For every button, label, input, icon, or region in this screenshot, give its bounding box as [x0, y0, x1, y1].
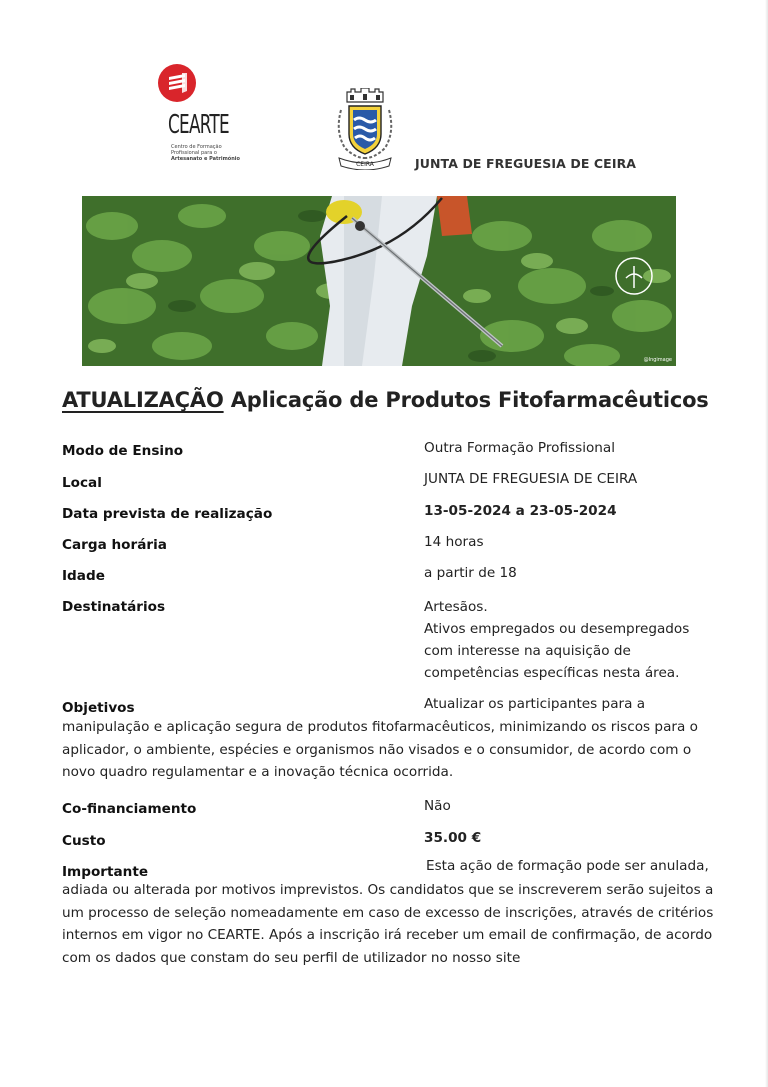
modo-value: Outra Formação Profissional — [424, 440, 616, 456]
junta-title: JUNTA DE FREGUESIA DE CEIRA — [415, 156, 637, 171]
ceira-coat-of-arms-icon — [333, 88, 397, 170]
objetivos-first-line: Atualizar os participantes para a — [424, 696, 646, 712]
objetivos-text: manipulação e aplicação segura de produtos fitofarmacêuticos, minimizando os riscos para o aplicador, o ambiente, espécies e organismos não visados e o consumidor, de acordo com o novo quadro regulamentar e a inovação técnica ocorrida. — [62, 719, 698, 780]
header-photo — [82, 196, 676, 366]
data-label: Data prevista de realização — [62, 506, 273, 522]
cofin-label: Co-financiamento — [62, 801, 197, 817]
custo-value: 35.00 € — [424, 830, 482, 846]
cearte-subtitle: Centro de Formação Profissional para o Artesanato e Património — [171, 144, 240, 162]
carga-value: 14 horas — [424, 534, 484, 550]
local-label: Local — [62, 475, 102, 491]
photo-credit: @Ingimage — [643, 357, 672, 363]
destinatarios-label: Destinatários — [62, 599, 166, 615]
idade-label: Idade — [62, 568, 105, 584]
importante-text: adiada ou alterada por motivos imprevistos. Os candidatos que se inscreverem serão sujeitos a um processo de seleção nomeadamente em caso de excesso de inscrições, através de critérios internos em vigor no CEARTE. Após a inscrição irá receber um email de confirmação, de acordo com os dados que constam do seu perfil de utilizador no nosso site — [62, 882, 714, 966]
modo-label: Modo de Ensino — [62, 443, 184, 459]
custo-label: Custo — [62, 833, 106, 849]
importante-label: Importante — [62, 864, 149, 880]
title-rest: Aplicação de Produtos Fitofarmacêuticos — [230, 388, 709, 412]
importante-first-line: Esta ação de formação pode ser anulada, — [426, 858, 709, 874]
title-highlight: ATUALIZAÇÃO — [62, 388, 224, 412]
idade-value: a partir de 18 — [424, 565, 517, 581]
objetivos-label: Objetivos — [62, 700, 135, 716]
coat-label: CEIRA — [356, 161, 374, 168]
local-value: JUNTA DE FREGUESIA DE CEIRA — [424, 471, 638, 487]
cofin-value: Não — [424, 798, 451, 814]
destinatarios-value: Artesãos. Ativos empregados ou desempregados com interesse na aquisição de competências específicas nesta área. — [424, 599, 690, 681]
cearte-logo — [158, 64, 238, 174]
carga-label: Carga horária — [62, 537, 167, 553]
cearte-mark-icon — [158, 64, 196, 102]
cearte-name: CEARTE — [168, 110, 229, 140]
course-title — [62, 388, 709, 412]
data-value: 13-05-2024 a 23-05-2024 — [424, 503, 617, 519]
